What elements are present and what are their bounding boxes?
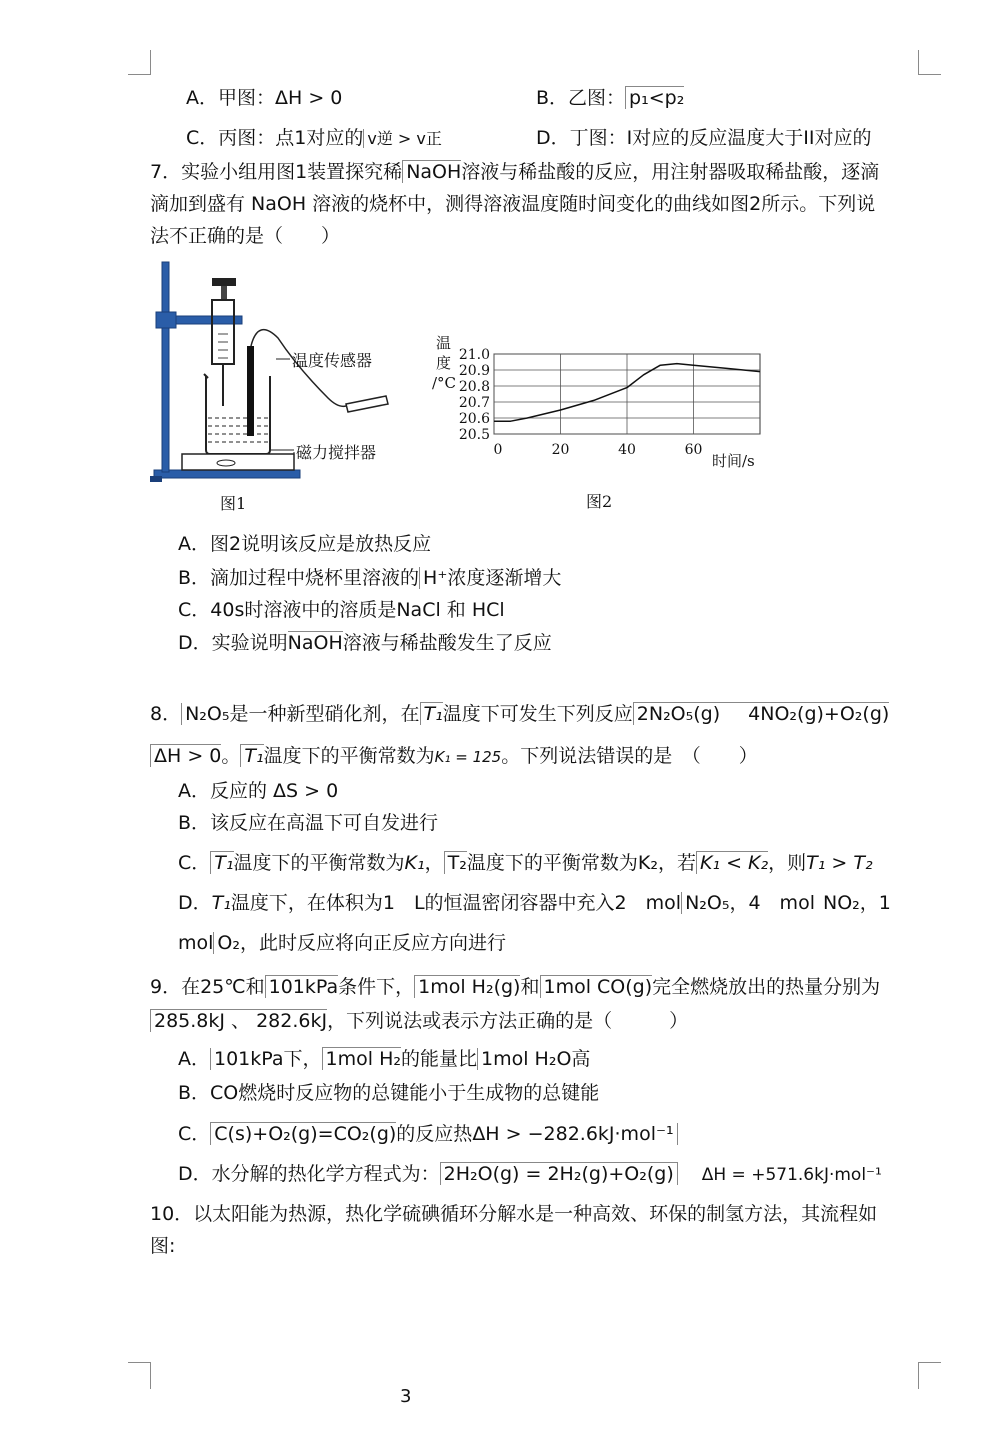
chart-ytick-label: 21.0 [458, 347, 490, 363]
q8-c-text1: 温度下的平衡常数为 [233, 852, 405, 874]
q8-d-label: D． [178, 892, 212, 914]
q8-d-mol: mol [178, 932, 214, 954]
q6-option-a: A．甲图：ΔH > 0 [186, 87, 343, 109]
chart-ytick-label: 20.7 [458, 395, 490, 411]
figure2-temperature-chart [430, 330, 770, 480]
q8-c-k2: K₂ [637, 852, 658, 874]
q9-a-label: A． [178, 1048, 210, 1070]
q7-stem-1a: 7．实验小组用图1装置探究稀 [150, 161, 403, 183]
q8-stem-2a: 。 [221, 745, 241, 767]
q8-d-text4: ，此时反应将向正反应方向进行 [240, 932, 507, 954]
q9-d-equation: 2H₂O(g) = 2H₂(g)+O₂(g) [440, 1162, 678, 1185]
q7-option-d [178, 631, 552, 655]
q8-d-no2: NO₂ [822, 892, 860, 914]
syringe-barrel [212, 300, 234, 364]
q9-a-text3: 高 [571, 1048, 591, 1070]
q6-option-b-expr: p₁<p₂ [625, 86, 684, 109]
q7-option-b-suffix: 浓度逐渐增大 [447, 567, 562, 589]
chart-ytick-label: 20.9 [458, 363, 490, 379]
chart-xtick-label: 20 [551, 442, 570, 458]
figure1-caption: 图1 [220, 494, 247, 513]
q9-stem-1c: 和 [520, 976, 540, 998]
q7-stem-line1 [150, 160, 879, 184]
q8-option-d-line2 [178, 931, 506, 955]
q8-stem-b: 温度下可发生下列反应 [442, 703, 633, 725]
q7-option-d-prefix: D．实验说明 [178, 632, 288, 654]
q9-a-text2: 的能量比 [400, 1048, 477, 1070]
page-number: 3 [400, 1386, 412, 1407]
sensor-box [346, 396, 388, 412]
q9-option-a [178, 1047, 590, 1071]
q7-stem-naoh: NaOH [402, 160, 461, 183]
chart-ytick-label: 20.8 [458, 379, 490, 395]
q9-c-equation: C(s)+O₂(g)=CO₂(g) [210, 1122, 396, 1145]
q9-d-text: D．水分解的热化学方程式为： [178, 1163, 440, 1185]
q8-stem-mid: 是一种新型硝化剂，在 [229, 703, 420, 725]
q8-c-label: C． [178, 852, 211, 874]
q8-t1: T₁ [420, 702, 443, 725]
q8-stem-2c: 。下列说法错误的是 （ ） [501, 745, 758, 767]
crop-mark-top-left [128, 50, 151, 75]
crop-mark-bottom-left [128, 1362, 151, 1389]
q8-n2o5: N₂O₅ [181, 703, 229, 725]
q8-c-then: ，则 [768, 852, 807, 874]
syringe-plunger-cap [212, 278, 236, 286]
q8-option-a: A．反应的 ΔS > 0 [178, 780, 339, 802]
chart-ylabel: 度 [436, 354, 452, 372]
q8-delta-h: ΔH > 0 [150, 744, 221, 767]
q8-stem-line2 [150, 744, 758, 769]
q6-option-c-expr: v逆 > v正 [363, 129, 442, 148]
q9-stem-1b: 条件下， [338, 976, 415, 998]
figure2-caption: 图2 [586, 492, 613, 511]
q9-a-text1: 下， [283, 1048, 322, 1070]
figure1-label-stirrer: 磁力搅拌器 [296, 443, 377, 462]
q9-c-label: C． [178, 1123, 211, 1145]
q8-d-text1: 温度下，在体积为1 L的恒温密闭容器中充入2 mol [230, 892, 682, 914]
q9-co: 1mol CO(g) [540, 975, 653, 998]
q7-stem-1b: 溶液与稀盐酸的反应，用注射器吸取稀盐酸，逐滴 [461, 161, 880, 183]
q9-a-h2: 1mol H₂ [322, 1047, 401, 1070]
chart-ylabel: 温 [436, 334, 452, 352]
q9-h2: 1mol H₂(g) [414, 975, 520, 998]
q6-option-b-prefix: B．乙图： [536, 87, 626, 109]
q9-c-delta-h: ΔH > −282.6kJ·mol⁻¹ [472, 1123, 677, 1145]
q8-c-t1: T₁ [210, 851, 233, 874]
stand-rod [162, 262, 169, 472]
q8-option-c [178, 851, 873, 875]
q9-d-delta-h: ΔH = +571.6kJ·mol⁻¹ [701, 1165, 882, 1185]
q10-stem-line2: 图: [150, 1235, 176, 1257]
magnetic-stirrer [182, 454, 294, 470]
q6-option-c-prefix: C．丙图：点1对应的 [186, 127, 364, 149]
q8-number: 8． [150, 703, 182, 725]
q9-a-kpa: 101kPa [210, 1048, 284, 1070]
q7-option-d-expr: NaOH [287, 632, 343, 654]
q8-c-text2: 温度下的平衡常数为 [466, 852, 638, 874]
chart-xtick-label: 0 [493, 442, 503, 458]
figure1-apparatus [148, 258, 418, 518]
q7-option-a: A．图2说明该反应是放热反应 [178, 533, 432, 555]
q6-option-b [536, 86, 684, 110]
q9-a-h2o: 1mol H₂O [477, 1048, 571, 1070]
q7-option-b-expr: H⁺ [419, 567, 447, 589]
clamp-joint [156, 312, 176, 328]
q8-stem-line1 [150, 702, 889, 726]
q8-d-text3: ，1 [859, 892, 891, 914]
q6-option-d: D．丁图：I对应的反应温度大于II对应的 [536, 127, 872, 149]
chart-xtick-label: 60 [684, 442, 703, 458]
q7-option-d-suffix: 溶液与稀盐酸发生了反应 [342, 632, 552, 654]
q8-c-comma: ， [424, 852, 444, 874]
temperature-sensor-probe [247, 346, 254, 436]
q8-d-n2o5: N₂O₅ [681, 892, 729, 914]
q9-values: 285.8kJ 、 282.6kJ [150, 1009, 327, 1032]
stand-foot [150, 476, 162, 482]
q9-option-b: B．CO燃烧时反应物的总键能小于生成物的总键能 [178, 1082, 600, 1104]
q6-option-c [186, 126, 442, 151]
q7-option-c: C．40s时溶液中的溶质是NaCl 和 HCl [178, 599, 505, 621]
q9-stem-1d: 完全燃烧放出的热量分别为 [652, 976, 881, 998]
q8-c-result: T₁ > T₂ [806, 852, 873, 874]
q8-stem-2b: 温度下的平衡常数为 [263, 745, 435, 767]
q9-stem-1a: 9．在25℃和 [150, 976, 265, 998]
crop-mark-bottom-right [918, 1362, 941, 1389]
q8-k1-expr: K₁ = 125 [434, 748, 502, 766]
chart-ytick-label: 20.6 [458, 411, 490, 427]
q8-reaction-right: 4NO₂(g)+O₂(g) [720, 702, 889, 725]
q9-option-d [178, 1162, 882, 1187]
q9-stem-2b: ，下列说法或表示方法正确的是（ ） [327, 1010, 689, 1032]
q8-t1-second: T₁ [240, 744, 263, 767]
q9-stem-line2 [150, 1009, 688, 1033]
q8-c-k1: K₁ [404, 852, 425, 874]
q9-kpa: 101kPa [265, 975, 339, 998]
stand-base [154, 470, 300, 478]
q7-stem-line3: 法不正确的是（ ） [150, 225, 341, 247]
q8-c-t2: T₂ [444, 851, 467, 874]
q7-option-b-prefix: B．滴加过程中烧杯里溶液的 [178, 567, 420, 589]
q7-option-b [178, 566, 561, 590]
q8-option-d-line1 [178, 891, 891, 915]
q8-option-b: B．该反应在高温下可自发进行 [178, 812, 439, 834]
syringe-plunger [221, 286, 227, 300]
crop-mark-top-right [918, 50, 941, 75]
q7-stem-line2: 滴加到盛有 NaOH 溶液的烧杯中，测得溶液温度随时间变化的曲线如图2所示。下列说 [150, 193, 876, 215]
chart-xlabel: 时间/s [712, 452, 755, 470]
q9-c-text: 的反应热 [396, 1123, 473, 1145]
q8-d-text2: ，4 mol [729, 892, 815, 914]
chart-ytick-label: 20.5 [458, 427, 490, 443]
q8-reaction-left: 2N₂O₅(g) [633, 702, 720, 725]
q9-option-c [178, 1122, 678, 1146]
chart-xtick-label: 40 [618, 442, 636, 458]
q8-c-compare: K₁ < K₂ [696, 851, 768, 874]
chart-ylabel: /°C [432, 374, 457, 392]
q9-stem-line1 [150, 975, 880, 999]
q8-c-if: ，若 [657, 852, 696, 874]
q8-d-t1: T₁ [211, 892, 231, 914]
q10-stem-line1: 10．以太阳能为热源，热化学硫碘循环分解水是一种高效、环保的制氢方法，其流程如 [150, 1203, 878, 1225]
figure1-label-sensor: 温度传感器 [292, 351, 373, 370]
q8-d-o2: O₂ [213, 932, 240, 954]
